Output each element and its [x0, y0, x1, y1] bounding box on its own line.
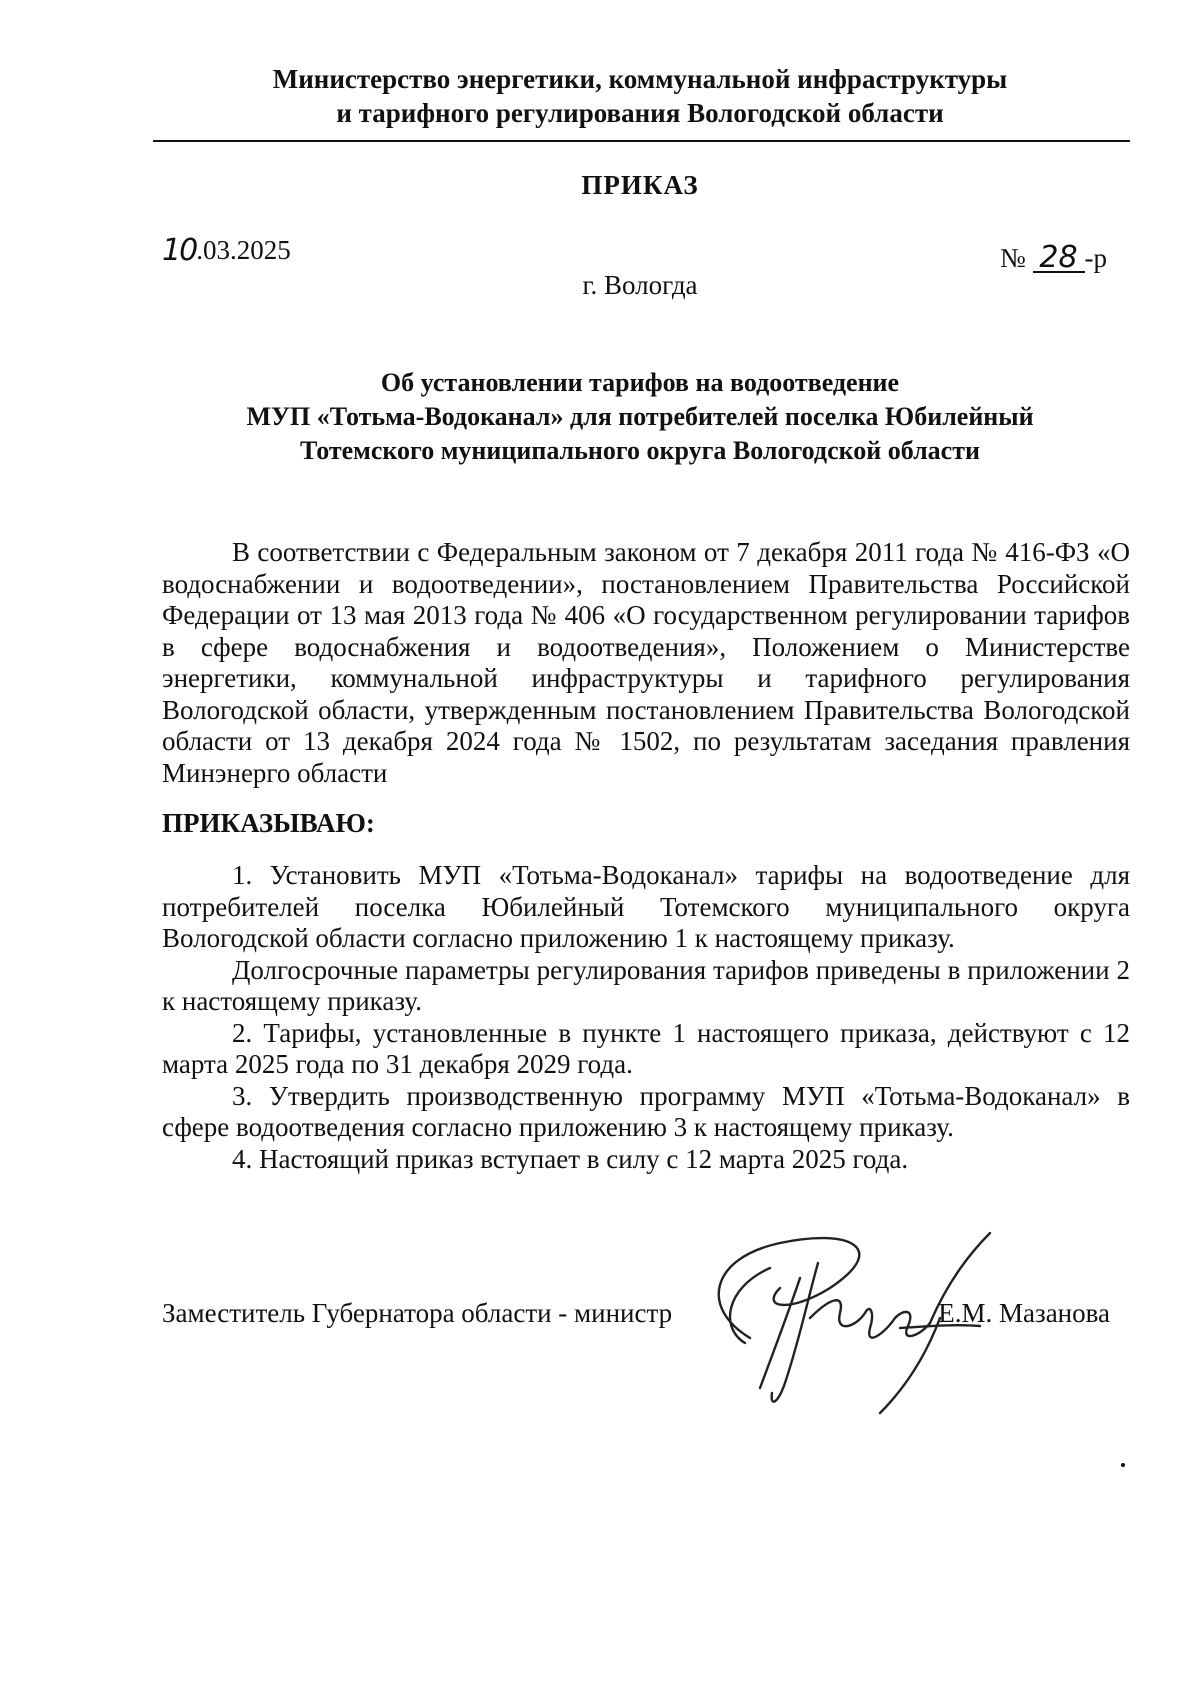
- order-item-4: 4. Настоящий приказ вступает в силу с 12 марта 2025 года.: [232, 1143, 909, 1174]
- order-item-1-note: Долгосрочные параметры регулирования тарифов приведены в приложении 2 к настоящему приказу.: [162, 954, 1130, 1016]
- preamble-paragraph: В соответствии с Федеральным законом от 7 декабря 2011 года № 416-ФЗ «О водоснабжении и водоотведении», постановлением Правительства Российской Федерации от 13 мая 2013 года № 406 «О государственном регулировании тарифов в сфере водоснабжения и водоотведения», Положением о Министерстве энергетики, коммунальной инфраструктуры и тарифного регулирования Вологодской области, утвержденным постановлением Правительства Вологодской области от 13 декабря 2024 года № 1502, по результатам заседания правления Минэнерго области: [162, 537, 1130, 788]
- order-item-3: 3. Утвердить производственную программу МУП «Тотьма-Водоканал» в сфере водоотведения согласно приложению 3 к настоящему приказу.: [162, 1080, 1130, 1142]
- date-rest: .03.2025: [196, 235, 291, 265]
- header-divider: [153, 140, 1130, 142]
- document-date: [162, 232, 291, 267]
- signatory-position: Заместитель Губернатора области - министр: [162, 1298, 673, 1328]
- number-suffix: -р: [1084, 243, 1107, 273]
- subject-line2: МУП «Тотьма-Водоканал» для потребителей поселка Юбилейный: [246, 402, 1034, 431]
- document-title: ПРИКАЗ: [581, 170, 699, 200]
- subject-line1: Об установлении тарифов на водоотведение: [380, 368, 900, 397]
- scan-speck: [1121, 1463, 1125, 1467]
- ministry-header: [150, 62, 1130, 130]
- ministry-header-line2: и тарифного регулирования Вологодской области: [336, 98, 944, 128]
- order-item-1: 1. Установить МУП «Тотьма-Водоканал» тарифы на водоотведение для потребителей поселка Юбилейный Тотемского муниципального округа Вологодской области согласно приложению 1 к настоящему приказу.: [162, 860, 1130, 953]
- order-word: ПРИКАЗЫВАЮ:: [162, 808, 375, 838]
- number-value-handwritten: 28: [1033, 245, 1085, 273]
- document-subject: [150, 366, 1130, 468]
- date-day-handwritten: 10: [162, 233, 197, 268]
- document-city: г. Вологда: [582, 270, 698, 300]
- order-item-2: 2. Тарифы, установленные в пункте 1 настоящего приказа, действуют с 12 марта 2025 года по 31 декабря 2029 года.: [162, 1017, 1130, 1079]
- subject-line3: Тотемского муниципального округа Вологодской области: [300, 436, 980, 465]
- signatory-name: Е.М. Мазанова: [938, 1298, 1110, 1328]
- order-items: [162, 860, 1130, 1175]
- number-prefix: №: [999, 243, 1026, 273]
- ministry-header-line1: Министерство энергетики, коммунальной инфраструктуры: [272, 64, 1008, 94]
